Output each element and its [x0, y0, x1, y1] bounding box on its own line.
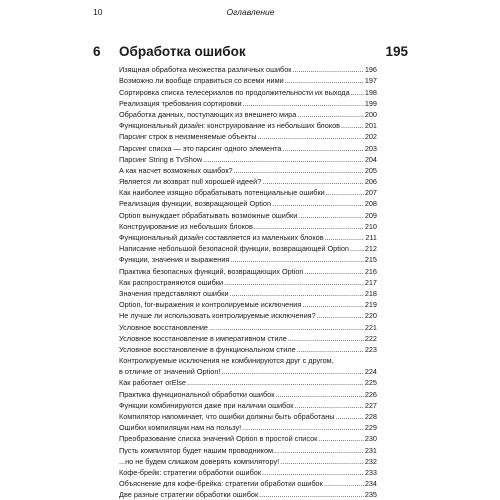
toc-entry: [119, 186, 377, 197]
toc-entry-title: Функции, значения и выражения: [119, 255, 230, 265]
toc-entry-page: 212: [364, 244, 377, 254]
toc-leader-dots: [341, 121, 364, 130]
toc-leader-dots: [203, 155, 364, 164]
toc-entry: [119, 175, 377, 186]
toc-entry-page: 207: [364, 188, 377, 198]
toc-entry: [119, 153, 377, 164]
chapter-title: Обработка ошибок: [119, 44, 246, 59]
toc-entry: [119, 376, 377, 387]
toc-entry-page: 204: [364, 154, 377, 164]
toc-leader-dots: [234, 166, 364, 175]
toc-leader-dots: [305, 267, 364, 276]
toc-entry-title: Условное восстановление: [119, 322, 208, 332]
toc-entry-page: 234: [364, 479, 377, 489]
toc-entry-title: Сортировка списка телесериалов по продолжительности их выхода: [119, 87, 350, 97]
toc-entry: [119, 231, 377, 242]
toc-entry-page: 225: [364, 378, 377, 388]
toc-entry: [119, 276, 377, 287]
toc-entry-title: Кофе-брейк: стратегии обработки ошибок: [119, 467, 262, 477]
toc-entry-page: 211: [365, 233, 377, 242]
toc-entry: [119, 432, 377, 443]
toc-entry-title: Изящная обработка множества различных ошибок: [119, 65, 292, 75]
toc-entry-page: 233: [364, 467, 377, 477]
toc-entry-page: 218: [364, 288, 377, 298]
toc-entry-page: 235: [364, 490, 377, 500]
toc-leader-dots: [285, 76, 364, 85]
toc-entry-title: Реализация требования сортировки: [119, 98, 242, 108]
toc-entry-title: ...но не будем слишком доверять компилятору!: [119, 456, 280, 466]
toc-entry: [119, 119, 377, 130]
toc-entry: [119, 97, 377, 108]
toc-entry-page: 227: [364, 400, 377, 410]
toc-entry-title: Компилятор напоминает, что ошибки должны быть обработаны: [119, 412, 335, 422]
toc-leader-dots: [275, 390, 363, 399]
toc-leader-dots: [280, 457, 364, 466]
toc-entry: [119, 466, 377, 477]
toc-entry-page: 205: [364, 165, 377, 175]
toc-entry-page: 219: [364, 300, 377, 310]
toc-leader-dots: [298, 211, 364, 220]
toc-leader-dots: [242, 423, 364, 432]
toc-leader-dots: [325, 233, 365, 242]
toc-entry: [119, 141, 377, 152]
toc-entry-title: Обработка данных, поступающих из внешнего мира: [119, 109, 297, 119]
toc-entry: [119, 108, 377, 119]
toc-leader-dots: [350, 244, 364, 253]
toc-entry: [119, 320, 377, 331]
toc-entry-page: 231: [364, 445, 377, 455]
toc-entry-title: Как распространяются ошибки: [119, 277, 224, 287]
toc-entry-page: 229: [364, 423, 377, 433]
toc-entry-page: 223: [364, 344, 377, 354]
toc-entry-title-continued: в отличие от значений Option!: [119, 367, 221, 377]
toc-entry-page: 224: [364, 367, 377, 377]
toc-entry: [119, 399, 377, 410]
toc-entry-title: Как работает orElse: [119, 378, 186, 388]
toc-entry-page: 196: [364, 65, 377, 75]
toc-entry: [119, 354, 377, 376]
toc-leader-dots: [280, 446, 364, 455]
toc-leader-dots: [272, 199, 364, 208]
toc-entry-page: 209: [364, 210, 377, 220]
toc-entry-title: Парсинг String в TvShow: [119, 154, 203, 164]
toc-entry-title: Конструирование из небольших блоков: [119, 221, 253, 231]
toc-entry: [119, 74, 377, 85]
toc-leader-dots: [257, 132, 363, 141]
toc-leader-dots: [297, 110, 364, 119]
toc-leader-dots: [292, 65, 363, 74]
toc-entry-title: Ошибки компиляции нам на пользу!: [119, 423, 242, 433]
toc-leader-dots: [288, 334, 364, 343]
toc-leader-dots: [187, 378, 364, 387]
toc-entry: [119, 208, 377, 219]
toc-entry-title: Написание небольшой безопасной функции, возвращающей Option: [119, 244, 349, 254]
chapter-page: 195: [385, 44, 408, 59]
toc-leader-dots: [335, 412, 363, 421]
toc-entry: [119, 85, 377, 96]
chapter-heading: [93, 42, 408, 62]
toc-leader-dots: [317, 311, 364, 320]
page-header: [93, 5, 408, 19]
toc-entry-page: 201: [364, 121, 377, 131]
toc-entry-page: 226: [364, 389, 377, 399]
toc-entry: [119, 130, 377, 141]
toc-entry-title: А как насчет возможных ошибок?: [119, 165, 233, 175]
toc-entry-page: 206: [364, 177, 377, 187]
toc-leader-dots: [229, 289, 363, 298]
toc-entry-title: Две разные стратегии обработки ошибок: [119, 490, 259, 500]
toc-entry: [119, 298, 377, 309]
toc-entry: [119, 332, 377, 343]
toc-leader-dots: [243, 99, 364, 108]
toc-entry-title: Возможно ли вообще справиться со всеми ними: [119, 76, 284, 86]
toc-entry-title: Option вынуждает обрабатывать возможные ошибки: [119, 210, 298, 220]
chapter-number: 6: [93, 44, 101, 59]
toc-entry: [119, 443, 377, 454]
toc-entry-title: Преобразование списка значений Option в простой список: [119, 434, 318, 444]
toc-entry-page: 203: [364, 143, 377, 153]
toc-entry-title: Реализация функции, возвращающей Option: [119, 199, 272, 209]
toc-leader-dots: [209, 323, 364, 332]
toc-entry: [119, 220, 377, 231]
toc-entry: [119, 264, 377, 275]
running-head: Оглавление: [226, 7, 275, 17]
toc-entry-page: 215: [364, 255, 377, 265]
toc-leader-dots: [324, 479, 364, 488]
toc-leader-dots: [262, 468, 364, 477]
toc-leader-dots: [221, 367, 363, 376]
toc-entry-title: Парсинг списка — это парсинг одного элемента: [119, 143, 282, 153]
page-number: 10: [93, 7, 103, 17]
toc-entry-title: Парсинг строк в неизменяемые объекты: [119, 132, 257, 142]
toc-entry: [119, 197, 377, 208]
toc-leader-dots: [282, 144, 363, 153]
toc-entry-title: Практика функциональной обработки ошибок: [119, 389, 275, 399]
toc-entry-page: 220: [364, 311, 377, 321]
toc-entry-page: 216: [364, 266, 377, 276]
toc-entry: [119, 455, 377, 466]
toc-entry-title: Пусть компилятор будет нашим проводником...: [119, 445, 280, 455]
table-of-contents: [119, 63, 377, 499]
toc-leader-dots: [254, 222, 364, 231]
toc-entry: [119, 253, 377, 264]
toc-leader-dots: [326, 188, 364, 197]
toc-entry-page: 199: [364, 98, 377, 108]
toc-entry-title: Является ли возврат null хорошей идеей?: [119, 177, 262, 187]
toc-entry: [119, 477, 377, 488]
toc-entry-title: Практика безопасных функций, возвращающих Option: [119, 266, 304, 276]
toc-leader-dots: [302, 300, 364, 309]
toc-leader-dots: [262, 177, 364, 186]
toc-leader-dots: [230, 255, 363, 264]
toc-entry-page: 222: [364, 333, 377, 343]
toc-entry: [119, 410, 377, 421]
toc-leader-dots: [297, 345, 364, 354]
toc-entry-page: 217: [364, 277, 377, 287]
toc-leader-dots: [259, 490, 364, 499]
toc-entry: [119, 63, 377, 74]
toc-entry-title: Функциональный дизайн составляется из маленьких блоков: [119, 233, 324, 242]
toc-entry-page: 210: [364, 221, 377, 231]
toc-entry-title: Как наиболее изящно обрабатывать потенциальные ошибки: [119, 188, 325, 198]
toc-entry: [119, 287, 377, 298]
toc-entry-page: 198: [364, 87, 377, 97]
toc-entry-title: Функциональный дизайн: конструирование из небольших блоков: [119, 121, 341, 131]
toc-leader-dots: [318, 434, 363, 443]
toc-entry-title: Option, for-выражения и контролируемые исключения: [119, 300, 302, 310]
toc-entry: [119, 164, 377, 175]
toc-entry-page: 200: [364, 109, 377, 119]
toc-leader-dots: [294, 401, 363, 410]
toc-entry-title: Условное восстановление в императивном стиле: [119, 333, 287, 343]
toc-entry: [119, 309, 377, 320]
toc-entry: [119, 242, 377, 253]
toc-entry-page: 208: [364, 199, 377, 209]
toc-entry-title: Значения представляют ошибки: [119, 288, 229, 298]
toc-entry-title: Не лучше ли использовать контролируемые исключения?: [119, 311, 316, 321]
toc-leader-dots: [224, 278, 364, 287]
toc-entry-page: 197: [364, 76, 377, 86]
toc-entry: [119, 387, 377, 398]
toc-leader-dots: [351, 88, 364, 97]
toc-entry-page: 202: [364, 132, 377, 142]
toc-entry: [119, 421, 377, 432]
toc-entry-title: Условное восстановление в функциональном стиле: [119, 344, 296, 354]
toc-entry-title: Контролируемые исключения не комбинируются друг с другом,: [119, 356, 334, 366]
toc-entry-title: Объяснение для кофе-брейка: стратегии обработки ошибок: [119, 479, 323, 489]
toc-entry-page: 230: [364, 434, 377, 444]
toc-entry-page: 228: [364, 412, 377, 422]
toc-entry: [119, 488, 377, 499]
toc-entry-page: 221: [364, 322, 377, 332]
toc-entry-page: 232: [364, 456, 377, 466]
toc-entry-title: Функции комбинируются даже при наличии ошибок: [119, 400, 294, 410]
toc-entry: [119, 343, 377, 354]
